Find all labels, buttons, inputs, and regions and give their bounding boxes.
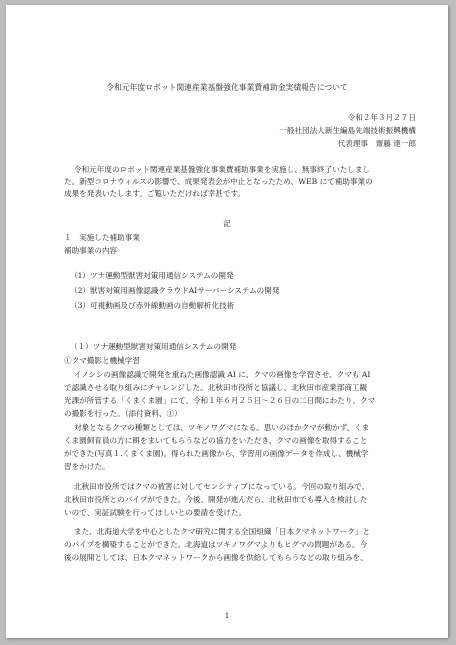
item-1: （1）ツナ運動型獣害対策用通信システムの開発 xyxy=(70,271,234,280)
body-line: 対象となるクマの種類としては、ツキノワグマになる。思いのほかクマが動かず、くま xyxy=(74,423,370,432)
intro-line-1: 令和元年度のロボット関連産業基盤強化事業費補助事業を実施し、無事終了いたしまし xyxy=(74,165,371,174)
body-line: の撮影を行った。（添付資料、①） xyxy=(64,409,182,418)
ki-heading: 記 xyxy=(223,219,231,228)
body-line: いので、実証試験を行ってほしいとの要請を受けた。 xyxy=(64,508,247,517)
document-organization: 一般社団法人新生編島先端技術振興機構 xyxy=(279,126,416,135)
body-line: 北秋田市役所とのパイプができた。今後、開発が進んだら、北秋田市でも導入を検討した xyxy=(64,495,368,504)
body-line: ができた(写真１.くまくま園)。得られた画像から、学習用の画像データを作成し、機械学 xyxy=(64,449,369,458)
intro-line-2: た。新型コロナウィルスの影響で、成果発表会が中止となったため、WEB にて補助事業の xyxy=(64,177,373,186)
body-line: 後の展開としては、日本クマネットワークから画像を供給してもらうなどの取り組みを、 xyxy=(64,553,368,562)
body-line: 光課が所管する「くまくま園」にて、令和１年６月２５日〜２６日の二日間にわたり、クマ xyxy=(64,396,376,405)
body-line: 習をかけた。 xyxy=(64,462,110,471)
body-line: イノシシの画像認識で開発を重ねた画像認識 AI に、クマの画像を学習させ、クマも AI xyxy=(74,370,371,379)
body-line: また、北海道大学を中心としたクマ研究に関する全国組織「日本クマネットワーク」と xyxy=(74,527,371,536)
body-line: のパイプを構築することができた。北海道はツキノワグマよりもヒグマの問題がある。今 xyxy=(64,540,368,549)
document-title: 令和元年度ロボット関連産業基盤強化事業費補助金実績報告について xyxy=(106,83,348,92)
intro-line-3: 成果を発表いたします。ご覧いただければ幸甚です。 xyxy=(64,189,246,198)
item-2: （2）獣害対策用画像認識クラウドAIサーバーシステムの開発 xyxy=(70,286,280,295)
document-page xyxy=(6,5,448,638)
subsection1-a: ①クマ撮影と機械学習 xyxy=(64,356,140,365)
body-line: くま園飼育員の方に餌をまいてもらうなどの協力をいただき、クマの画像を取得すること xyxy=(64,436,368,445)
document-date: 令和２年３月２７日 xyxy=(347,113,416,122)
subsection1-heading: （１）ツナ運動型獣害対策用通信システムの開発 xyxy=(70,342,237,351)
body-line: で認識させる取り組みにチャレンジした。北秋田市役所と協議し、北秋田市産業部商工観 xyxy=(64,383,368,392)
body-line: 北秋田市役所ではクマの被害に対してセンシティブになっている。今回の取り組みで、 xyxy=(74,482,370,491)
page-number: 1 xyxy=(224,611,230,620)
section1-heading: １ 実施した補助事業 xyxy=(64,233,140,242)
section1-subheading: 補助事業の内容 xyxy=(64,246,118,255)
document-author: 代表理事 齋藤 達一郎 xyxy=(337,139,416,148)
item-3: （3）可視動画及び赤外線動画の自動解析化技術 xyxy=(70,301,235,310)
